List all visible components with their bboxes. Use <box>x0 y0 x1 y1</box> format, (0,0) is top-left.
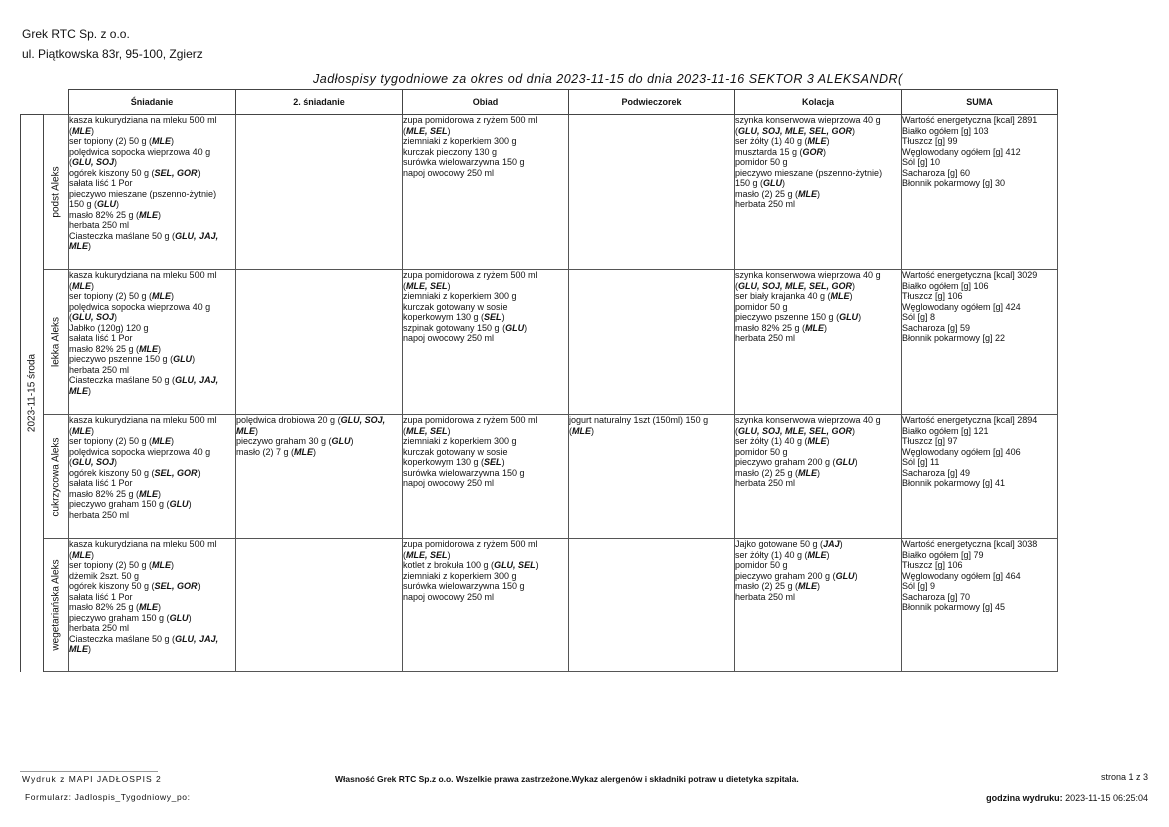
meal-line: 150 g (GLU) <box>735 178 786 188</box>
nutrition-line: Tłuszcz [g] 99 <box>902 136 958 146</box>
meal-line: surówka wielowarzywna 150 g <box>403 467 525 478</box>
meal-line: zupa pomidorowa z ryżem 500 ml <box>403 539 538 549</box>
meal-line: MLE) <box>236 425 258 436</box>
sum-cell <box>902 270 1058 415</box>
nutrition-line: Sól [g] 10 <box>902 157 941 167</box>
meal-line: herbata 250 ml <box>69 509 130 520</box>
meal-line: kasza kukurydziana na mleku 500 ml <box>69 415 217 425</box>
meal-line: MLE) <box>69 241 91 251</box>
meal-line: pieczywo pszenne 150 g (GLU) <box>69 354 196 364</box>
meal-line: sałata liść 1 Por <box>69 333 133 343</box>
footer-divider <box>20 771 158 772</box>
lunch-cell <box>403 115 569 270</box>
col-header-breakfast: Śniadanie <box>69 90 236 115</box>
lunch-cell <box>403 539 569 672</box>
meal-line: dżemik 2szt. 50 g <box>69 570 140 581</box>
diet-name: wegetariańska Aleks <box>50 559 62 651</box>
meal-line: masło 82% 25 g (MLE) <box>69 602 162 612</box>
afternoon-snack-cell <box>569 539 735 672</box>
meal-line: (MLE, SEL) <box>403 280 451 291</box>
nutrition-line: Wartość energetyczna [kcal] 2891 <box>902 115 1038 125</box>
meal-line: napoj owocowy 250 ml <box>403 591 495 602</box>
meal-line: sałata liść 1 Por <box>69 591 133 602</box>
meal-line: MLE) <box>69 644 91 654</box>
meal-line: napoj owocowy 250 ml <box>403 333 495 343</box>
nutrition-line: Błonnik pokarmowy [g] 41 <box>902 478 1006 488</box>
meal-line: kurczak gotowany w sosie <box>403 446 508 457</box>
meal-line: herbata 250 ml <box>69 364 130 375</box>
meal-line: koperkowym 130 g (SEL) <box>403 457 505 467</box>
meal-line: napoj owocowy 250 ml <box>403 167 495 178</box>
meal-line: surówka wielowarzywna 150 g <box>403 581 525 591</box>
meal-line: (MLE, SEL) <box>403 425 451 436</box>
col-header-afternoon-snack: Podwieczorek <box>569 90 735 115</box>
lunch-cell <box>403 415 569 539</box>
meal-line: herbata 250 ml <box>735 333 796 343</box>
meal-line: masło (2) 25 g (MLE) <box>735 188 821 199</box>
meal-line: ogórek kiszony 50 g (SEL, GOR) <box>69 581 201 591</box>
col-header-lunch: Obiad <box>403 90 569 115</box>
second-breakfast-cell <box>236 270 403 415</box>
meal-line: (MLE) <box>69 549 94 560</box>
diet-row <box>21 415 1058 539</box>
footer-ownership: Własność Grek RTC Sp.z o.o. Wszelkie prawa zastrzeżone.Wykaz alergenów i składniki potraw u dietetyka szpitala. <box>335 774 799 784</box>
dinner-cell <box>735 415 902 539</box>
nutrition-line: Tłuszcz [g] 106 <box>902 560 963 570</box>
meal-line: pieczywo mieszane (pszenno-żytnie) <box>69 188 217 199</box>
meal-line: Ciasteczka maślane 50 g (GLU, JAJ, <box>69 230 219 241</box>
meal-line: masło 82% 25 g (MLE) <box>69 343 162 354</box>
meal-line: pomidor 50 g <box>735 446 788 457</box>
meal-line: 150 g (GLU) <box>69 199 120 209</box>
meal-line: ogórek kiszony 50 g (SEL, GOR) <box>69 467 201 478</box>
meal-line: ziemniaki z koperkiem 300 g <box>403 136 517 146</box>
meal-line: zupa pomidorowa z ryżem 500 ml <box>403 415 538 425</box>
meal-line: pieczywo graham 200 g (GLU) <box>735 457 858 467</box>
nutrition-line: Sól [g] 11 <box>902 457 940 467</box>
report-title: Jadłospisy tygodniowe za okres od dnia 2023-11-15 do dnia 2023-11-16 SEKTOR 3 ALEKSANDR( <box>313 72 903 86</box>
meal-line: ogórek kiszony 50 g (SEL, GOR) <box>69 167 201 178</box>
meal-line: polędwica sopocka wieprzowa 40 g <box>69 301 211 312</box>
meal-line: herbata 250 ml <box>69 623 130 633</box>
diet-name: podst Aleks <box>50 166 62 218</box>
nutrition-line: Błonnik pokarmowy [g] 30 <box>902 178 1006 188</box>
meal-line: pieczywo graham 200 g (GLU) <box>735 570 858 581</box>
meal-line: ser żółty (1) 40 g (MLE) <box>735 436 830 446</box>
meal-line: ziemniaki z koperkiem 300 g <box>403 570 517 581</box>
nutrition-line: Sacharoza [g] 70 <box>902 591 971 602</box>
nutrition-line: Błonnik pokarmowy [g] 45 <box>902 602 1006 612</box>
nutrition-line: Białko ogółem [g] 121 <box>902 425 989 436</box>
meal-line: (GLU, SOJ, MLE, SEL, GOR) <box>735 280 856 291</box>
meal-line: (GLU, SOJ) <box>69 312 118 322</box>
meal-line: ziemniaki z koperkiem 300 g <box>403 436 517 446</box>
header-spacer <box>21 90 44 115</box>
meal-line: (GLU, SOJ, MLE, SEL, GOR) <box>735 425 856 436</box>
print-time-label: godzina wydruku: <box>986 793 1063 803</box>
col-header-second-breakfast: 2. śniadanie <box>236 90 403 115</box>
meal-line: (GLU, SOJ) <box>69 457 118 467</box>
diet-name-cell <box>44 539 69 672</box>
breakfast-cell <box>69 539 236 672</box>
meal-line: kurczak gotowany w sosie <box>403 301 508 312</box>
meal-line: pieczywo graham 150 g (GLU) <box>69 612 192 623</box>
meal-line: ser biały krajanka 40 g (MLE) <box>735 291 853 301</box>
meal-line: kasza kukurydziana na mleku 500 ml <box>69 270 217 280</box>
footer-form: Formularz: Jadlospis_Tygodniowy_po: <box>25 792 191 802</box>
meal-line: herbata 250 ml <box>735 478 796 488</box>
dinner-cell <box>735 115 902 270</box>
meal-line: masło (2) 7 g (MLE) <box>236 446 317 457</box>
meal-line: herbata 250 ml <box>735 591 796 602</box>
meal-line: pieczywo mieszane (pszenno-żytnie) <box>735 167 883 178</box>
meal-line: sałata liść 1 Por <box>69 478 133 488</box>
meal-line: ser żółty (1) 40 g (MLE) <box>735 549 830 560</box>
meal-line: pomidor 50 g <box>735 560 788 570</box>
nutrition-line: Sacharoza [g] 49 <box>902 467 971 478</box>
afternoon-snack-cell <box>569 415 735 539</box>
second-breakfast-cell <box>236 539 403 672</box>
diet-name: cukrzycowa Aleks <box>50 437 62 516</box>
meal-line: kasza kukurydziana na mleku 500 ml <box>69 115 217 125</box>
breakfast-cell <box>69 415 236 539</box>
company-header <box>22 24 203 64</box>
diet-name-cell <box>44 115 69 270</box>
footer-printout: Wydruk z MAPI JADŁOSPIS 2 <box>22 774 162 784</box>
meal-line: (MLE) <box>69 125 94 136</box>
meal-line: koperkowym 130 g (SEL) <box>403 312 505 322</box>
nutrition-line: Węglowodany ogółem [g] 424 <box>902 301 1021 312</box>
meal-line: surówka wielowarzywna 150 g <box>403 157 525 167</box>
meal-line: kotlet z brokuła 100 g (GLU, SEL) <box>403 560 539 570</box>
meal-line: ser topiony (2) 50 g (MLE) <box>69 436 175 446</box>
nutrition-line: Białko ogółem [g] 106 <box>902 280 989 291</box>
nutrition-line: Wartość energetyczna [kcal] 3029 <box>902 270 1038 280</box>
meal-line: MLE) <box>69 385 91 396</box>
meal-line: masło (2) 25 g (MLE) <box>735 581 821 591</box>
footer-page-number: strona 1 z 3 <box>1100 772 1148 782</box>
meal-line: jogurt naturalny 1szt (150ml) 150 g <box>569 415 709 425</box>
meal-line: (GLU, SOJ, MLE, SEL, GOR) <box>735 125 856 136</box>
meal-line: masło 82% 25 g (MLE) <box>735 322 828 333</box>
day-cell <box>21 115 44 672</box>
meal-line: sałata liść 1 Por <box>69 178 133 188</box>
meal-line: pieczywo graham 30 g (GLU) <box>236 436 354 446</box>
meal-line: pomidor 50 g <box>735 301 788 312</box>
meal-line: masło 82% 25 g (MLE) <box>69 209 162 220</box>
print-time-value: 2023-11-15 06:25:04 <box>1065 793 1148 803</box>
meal-line: herbata 250 ml <box>735 199 796 209</box>
col-header-sum: SUMA <box>902 90 1058 115</box>
sum-cell <box>902 539 1058 672</box>
nutrition-line: Tłuszcz [g] 106 <box>902 291 963 301</box>
diet-name: lekka Aleks <box>50 316 62 368</box>
meal-line: (MLE, SEL) <box>403 125 451 136</box>
meal-line: szpinak gotowany 150 g (GLU) <box>403 322 528 333</box>
meal-line: (MLE) <box>69 425 94 436</box>
meal-line: ser topiony (2) 50 g (MLE) <box>69 136 175 146</box>
meal-line: napoj owocowy 250 ml <box>403 478 495 488</box>
meal-line: masło (2) 25 g (MLE) <box>735 467 821 478</box>
meal-line: ser żółty (1) 40 g (MLE) <box>735 136 830 146</box>
afternoon-snack-cell <box>569 270 735 415</box>
meal-line: pomidor 50 g <box>735 157 788 167</box>
meal-line: szynka konserwowa wieprzowa 40 g <box>735 270 881 280</box>
meal-line: pieczywo pszenne 150 g (GLU) <box>735 312 862 322</box>
meal-line: szynka konserwowa wieprzowa 40 g <box>735 115 881 125</box>
nutrition-line: Sól [g] 9 <box>902 581 936 591</box>
meal-line: herbata 250 ml <box>69 220 130 230</box>
meal-line: polędwica sopocka wieprzowa 40 g <box>69 146 211 157</box>
diet-row <box>21 539 1058 672</box>
meal-line: (MLE) <box>569 425 594 436</box>
meal-line: polędwica drobiowa 20 g (GLU, SOJ, <box>236 415 386 425</box>
nutrition-line: Błonnik pokarmowy [g] 22 <box>902 333 1006 343</box>
meal-line: (MLE, SEL) <box>403 549 451 560</box>
meal-line: (GLU, SOJ) <box>69 157 118 167</box>
nutrition-line: Węglowodany ogółem [g] 464 <box>902 570 1021 581</box>
nutrition-line: Sacharoza [g] 60 <box>902 167 971 178</box>
meal-line: ziemniaki z koperkiem 300 g <box>403 291 517 301</box>
company-address: ul. Piątkowska 83r, 95-100, Zgierz <box>22 47 203 61</box>
meal-line: polędwica sopocka wieprzowa 40 g <box>69 446 211 457</box>
nutrition-line: Białko ogółem [g] 79 <box>902 549 984 560</box>
afternoon-snack-cell <box>569 115 735 270</box>
nutrition-line: Białko ogółem [g] 103 <box>902 125 989 136</box>
meal-line: ser topiony (2) 50 g (MLE) <box>69 291 175 301</box>
meal-line: kurczak pieczony 130 g <box>403 146 498 157</box>
company-name: Grek RTC Sp. z o.o. <box>22 27 130 41</box>
meal-line: ser topiony (2) 50 g (MLE) <box>69 560 175 570</box>
meal-line: Ciasteczka maślane 50 g (GLU, JAJ, <box>69 375 219 385</box>
sum-cell <box>902 115 1058 270</box>
header-spacer <box>44 90 69 115</box>
meal-line: masło 82% 25 g (MLE) <box>69 488 162 499</box>
nutrition-line: Tłuszcz [g] 97 <box>902 436 958 446</box>
meal-line: (MLE) <box>69 280 94 291</box>
meal-line: zupa pomidorowa z ryżem 500 ml <box>403 270 538 280</box>
meal-line: pieczywo graham 150 g (GLU) <box>69 499 192 509</box>
nutrition-line: Sacharoza [g] 59 <box>902 322 971 333</box>
second-breakfast-cell <box>236 415 403 539</box>
menu-table <box>20 89 1058 672</box>
day-label: 2023-11-15 środa <box>26 354 38 433</box>
nutrition-line: Wartość energetyczna [kcal] 3038 <box>902 539 1038 549</box>
breakfast-cell <box>69 270 236 415</box>
breakfast-cell <box>69 115 236 270</box>
nutrition-line: Sól [g] 8 <box>902 312 936 322</box>
menu-body <box>21 115 1058 672</box>
meal-line: kasza kukurydziana na mleku 500 ml <box>69 539 217 549</box>
dinner-cell <box>735 270 902 415</box>
nutrition-line: Wartość energetyczna [kcal] 2894 <box>902 415 1038 425</box>
diet-name-cell <box>44 270 69 415</box>
meal-line: musztarda 15 g (GOR) <box>735 146 827 157</box>
footer-print-time <box>986 793 1148 803</box>
diet-row <box>21 270 1058 415</box>
nutrition-line: Węglowodany ogółem [g] 412 <box>902 146 1021 157</box>
diet-row <box>21 115 1058 270</box>
sum-cell <box>902 415 1058 539</box>
column-header-row <box>21 90 1058 115</box>
meal-line: szynka konserwowa wieprzowa 40 g <box>735 415 881 425</box>
meal-line: Ciasteczka maślane 50 g (GLU, JAJ, <box>69 633 219 644</box>
nutrition-line: Węglowodany ogółem [g] 406 <box>902 446 1021 457</box>
dinner-cell <box>735 539 902 672</box>
meal-line: Jabłko (120g) 120 g <box>69 322 149 333</box>
col-header-dinner: Kolacja <box>735 90 902 115</box>
meal-line: zupa pomidorowa z ryżem 500 ml <box>403 115 538 125</box>
meal-line: Jajko gotowane 50 g (JAJ) <box>735 539 843 549</box>
second-breakfast-cell <box>236 115 403 270</box>
diet-name-cell <box>44 415 69 539</box>
lunch-cell <box>403 270 569 415</box>
